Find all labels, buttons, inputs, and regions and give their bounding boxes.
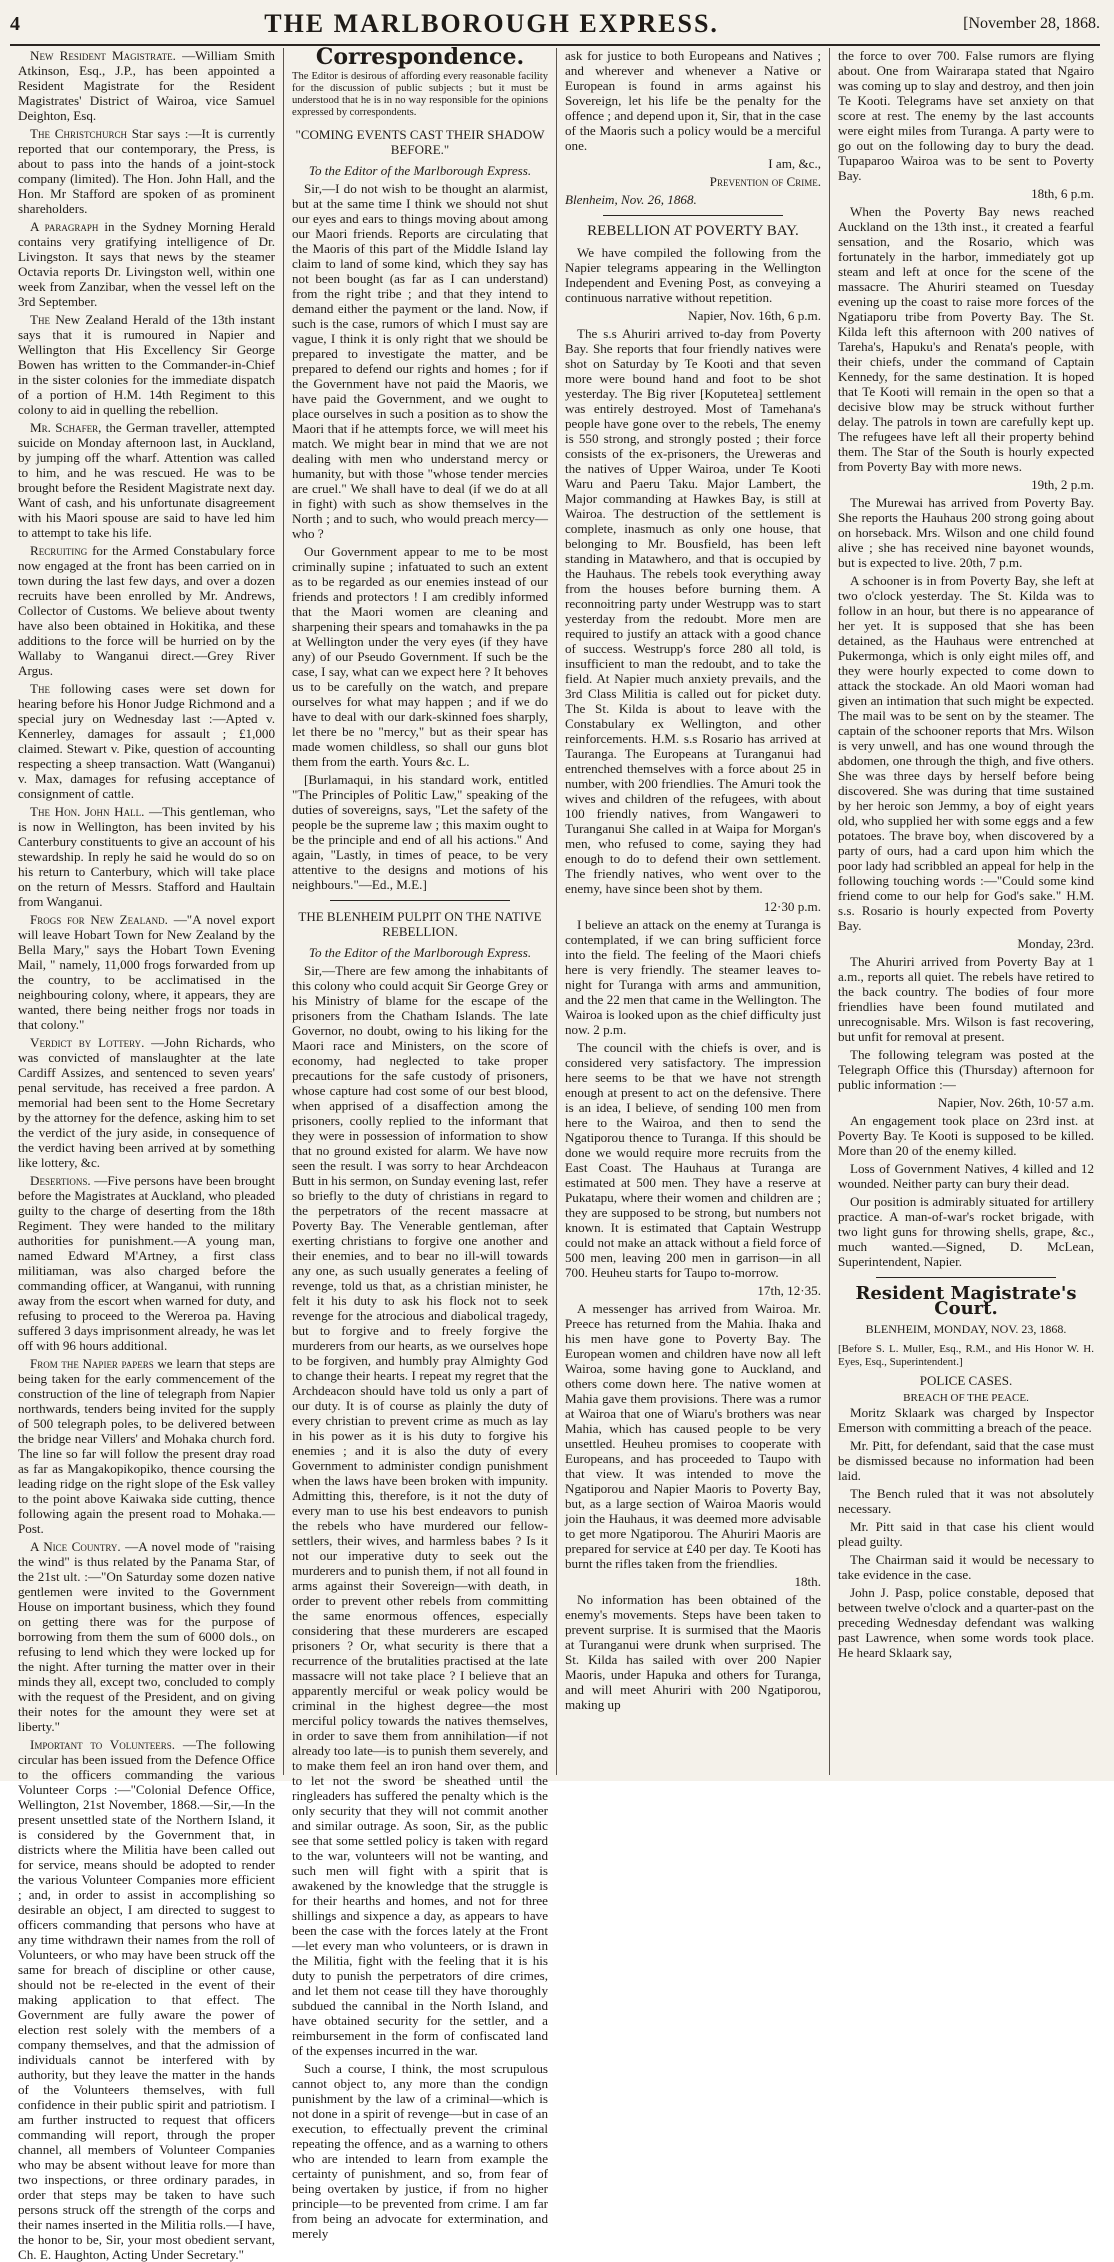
news-item-lead: A Nice Country.	[30, 1539, 121, 1554]
news-item	[18, 1356, 275, 1536]
news-item-text: New Zealand Herald of the 13th instant says that it is rumoured in Napier and Wellington that His Excellency Sir George Bowen has written to the Commander-in-Chief in the sister colonies for the immediate dispatch of a portion of H.M. 14th Regiment to this colony to aid in quelling the rebellion.	[18, 312, 275, 417]
news-item-lead: From the Napier papers	[30, 1356, 154, 1371]
news-item	[18, 420, 275, 540]
editor-note: The Editor is desirous of affording every reasonable facility for the discussion of public subjects ; but it must be understood that he is in no way responsible for the opinions expressed by correspondents.	[292, 71, 548, 118]
dispatch-dateline: 18th.	[794, 1574, 821, 1589]
news-item-lead: A paragraph	[30, 219, 99, 234]
news-item-text: we learn that steps are being taken for the early commencement of the construction of the line of telegraph from Napier northwards, tenders being invited for the supply of 500 telegraph poles, to be delivered between the bridge near Villers' and Mohaka church ford. The line so far will follow the present dray road as far as Mangakopikopiko, thence coursing the leading ridge on the right slope of the Esk valley to the point above Kaiwaka side cutting, thence following again the present road to Mohaka.—Post.	[18, 1356, 275, 1536]
news-item-text: —John Richards, who was convicted of manslaughter at the late Cardiff Assizes, and sentenced to seven years' penal servitude, has received a free pardon. A memorial had been sent to the Home Secretary by the attorney for the defence, asking him to set the verdict of the jury aside, in consequence of the verdict having been arrived at by something like lottery, &c.	[18, 1035, 275, 1170]
dispatch-paragraph: We have compiled the following from the Napier telegrams appearing in the Wellington Independent and Evening Post, as conveying a continuous narrative without repetition.	[565, 245, 821, 305]
news-item-lead: Desertions.	[30, 1173, 91, 1188]
letter1-paragraph: Our Government appear to me to be most criminally supine ; infatuated to such an extent as to be regarded as our enemies instead of our friends and protectors ! I am credibly informed that the Maori women are cleaning and sharpening their spears and tomahawks in the pa at Wellington under the very eyes (if they have any) of our Pseudo Government. If such be the case, I say, what can we expect here ? It behoves us to be carefully on the watch, and prepare ourselves for what may happen ; and if we do have to deal with our dark-skinned foes sharply, let there be no "mercy," but as their spear has made women childless, so shall our guns blot them from the earth. Yours &c. L.	[292, 544, 548, 769]
news-item-lead: The Christchurch	[30, 126, 127, 141]
news-item-text: Star says :—It is currently reported that our contemporary, the Press, is about to pass into the hands of a joint-stock company (limited). The Hon. John Hall, and the Hon. Mr Stafford are spoken of as prominent shareholders.	[18, 126, 275, 216]
dispatch-paragraph: When the Poverty Bay news reached Auckland on the 13th inst., it created a fearful sensation, and the Rosario, which was fortunately in the harbor, immediately got up steam and left at once for the scene of the massacre. The Ahuriri steamed on Tuesday evening up the coast to raise more forces of the Ngatiaporu tribe from Poverty Bay. The St. Kilda left this afternoon with 200 natives of Tareha's, Hapuku's and Renata's people, with their chiefs, under the command of Captain Kennedy, for the same destination. It is hoped that Te Kooti will remain in the open so that a decisive blow may be struck without further delay. The patrols in town are carefully kept up. The refugees have left all their property behind them. The Star of the South is hourly expected from Poverty Bay with more news.	[838, 204, 1094, 474]
dispatch-paragraph: The Murewai has arrived from Poverty Bay. She reports the Hauhaus 200 strong going about on horseback. Mrs. Wilson and one child found alive ; she has received nine bayonet wounds, but is expected to live. 20th, 7 p.m.	[838, 495, 1094, 570]
court-paragraph: The Bench ruled that it was not absolutely necessary.	[838, 1486, 1094, 1516]
dispatch-paragraph: No information has been obtained of the enemy's movements. Steps have been taken to prevent surprise. It is surmised that the Maoris at Turanganui were drunk when surprised. The St. Kilda has sailed with over 200 Napier Maoris, under Hapuka and others for Turanga, and will meet Ahuriri with 200 Ngatiporou, making up	[565, 1592, 821, 1712]
news-item-text: —The following circular has been issued from the Defence Office to the officers commanding the various Volunteer Corps :—"Colonial Defence Office, Wellington, 21st November, 1868.—Sir,—In the present unsettled state of the Northern Island, it is considered by the Government that, in districts where the Militia have been called out for service, means should be adopted to render the various Volunteer Companies more efficient ; and, in order to assist in accomplishing so desirable an object, I am directed to suggest to officers commanding that persons who have at any time withdrawn their names from the roll of Volunteers, or who may have been struck off the same for breach of discipline or other cause, should not be re-elected in the event of their making application to that effect. The Government are fully aware the power of election rest solely with the members of a company themselves, and that the admission of individuals cannot be interfered with by authority, but they leave the matter in the hands of the Volunteers themselves, with full confidence in their public spirit and patriotism. I am further instructed to request that officers commanding will report, through the proper channel, all members of Volunteer Companies who may be absent without leave for more than two inspections, or three ordinary parades, in order that steps may be taken to have such persons struck off the strength of the corps and their names inserted in the Militia rolls.—I have, the honor to be, Sir, your most obedient servant, Ch. E. Haughton, Acting Under Secretary."	[18, 1737, 275, 2262]
divider	[330, 900, 509, 901]
dateline: Blenheim, Nov. 26, 1868.	[565, 192, 697, 207]
news-item	[18, 1035, 275, 1170]
letter2-addressee: To the Editor of the Marlborough Express.	[308, 945, 532, 960]
news-item-text: the German traveller, attempted suicide on Monday afternoon last, in Auckland, by jumping off the wharf. Attention was called to him, and he was rescued. He was to be brought before the Resident Magistrate next day. Want of cash, and his unfortunate disagreement with his Maori spouse are said to have led him to attempt to take his life.	[18, 420, 275, 540]
news-item-lead: The Hon. John Hall.	[30, 804, 145, 819]
court-body	[838, 1405, 1094, 1660]
news-item	[18, 1737, 275, 2262]
letter1-body	[292, 181, 548, 892]
news-item	[18, 1173, 275, 1353]
court-paragraph: John J. Pasp, police constable, deposed that between twelve o'clock and a quarter-past on the preceding Wednesday defendant was walking past Lawrence, when some words took place. He heard Sklaark say,	[838, 1585, 1094, 1660]
news-item	[18, 1539, 275, 1734]
news-item	[18, 48, 275, 123]
signature: Prevention of Crime.	[709, 174, 821, 189]
dispatch-paragraph: The Ahuriri arrived from Poverty Bay at 1 a.m., reports all quiet. The rebels have retired to the back country. The bodies of four more friendlies have been found mutilated and unrecognisable. Mrs. Wilson is fast recovering, but unfit for removal at present.	[838, 954, 1094, 1044]
rebellion-heading: REBELLION AT POVERTY BAY.	[587, 223, 799, 239]
column-3	[556, 48, 829, 1775]
news-item-text: —A novel mode of "raising the wind" is thus related by the Panama Star, of the 21st ult. :—"On Saturday some dozen native gentlemen were invited to the Government House on important business, which they found on getting there was for the purpose of borrowing from them the sum of 6000 dols., on refusing to lend which they were locked up for the night. After turning the matter over in their minds they all, except two, concluded to comply with the request of the President, and on giving their notes for the amount they were set at liberty."	[18, 1539, 275, 1734]
news-item	[18, 219, 275, 309]
news-item-lead: Frogs for New Zealand.	[30, 912, 168, 927]
dispatch-dateline: 12·30 p.m.	[763, 899, 821, 914]
news-item-lead: The	[30, 312, 50, 327]
letter2-body	[292, 963, 548, 2241]
letter2-paragraph: Such a course, I think, the most scrupulous cannot object to, any more than the condign punishment by the law of a criminal—which is not done in a spirit of revenge—but in case of an execution, to effectually prevent the criminal repeating the offence, and as a warning to others who are intended to learn from example the certainty of punishment, and so, from fear of being overtaken by justice, if from no higher principle—to be prevented from crime. I am far from being an advocate for extermination, and merely	[292, 2061, 548, 2241]
letter2-paragraph: ask for justice to both Europeans and Natives ; and wherever and whenever a Native or European is found in arms against his Sovereign, let his life be the penalty for the offence ; and depend upon it, Sir, that in the case of the Maoris such a policy would be a merciful one.	[565, 48, 821, 153]
dispatch-paragraph: the force to over 700. False rumors are flying about. One from Wairarapa stated that Ngairo was coming up to slay and destroy, and then join Te Kooti. Telegrams have set anxiety on that score at rest. The enemy by the last accounts were eight miles from Turanga. A party were to go out on the following day to bury the dead. Tupaparoo Wairoa was to be sent to Poverty Bay.	[838, 48, 1094, 183]
news-item	[18, 543, 275, 678]
court-heading: Resident Magistrate's Court.	[855, 1283, 1077, 1319]
news-item-text: —Five persons have been brought before the Magistrates at Auckland, who pleaded guilty to the charge of deserting from the 18th Regiment. They were handed to the military authorities for punishment.—A young man, named Edward M'Artney, a first class militiaman, was also charged before the commanding officer, at Wanganui, with running away from the escort when warned for duty, and refusing to proceed to the Wereroa pa. Having suffered 3 days imprisonment already, he was let off with 96 hours additional.	[18, 1173, 276, 1353]
letter1-paragraph: Sir,—I do not wish to be thought an alarmist, but at the same time I think we should not shut our eyes and ears to things moving about among our Maori friends. Reports are circulating that the Maoris of this part of the Middle Island lay claim to land of some kind, which they say has not been bought (as far as I can understand) from the right tribe ; and that they intend to demand either the payment or the land. Now, if such is the case, rumors of which I must say are vague, I think it is only right that we should be prepared to investigate the matter, and be prepared to defend our rights and homes ; for if the Government have not paid the Maoris, we have paid the Government, and we ought to place ourselves in such a position as to show the Maori that if he attempts force, we will meet his match. We might bear in mind that we are not dealing with men who understand mercy or humanity, but with those "whose tender mercies are cruel." We shall have to deal (if we do at all in fight) with such as show themselves in the North ; and to such, who would preach mercy—who ?	[292, 181, 548, 541]
news-item-lead: Recruiting	[30, 543, 88, 558]
news-item-text: —William Smith Atkinson, Esq., J.P., has been appointed a Resident Magistrate for the Resident Magistrates' District of Wairoa, vice Samuel Deighton, Esq.	[18, 48, 275, 123]
dispatch-paragraph: An engagement took place on 23rd inst. at Poverty Bay. Te Kooti is supposed to be killed. More than 20 of the enemy killed.	[838, 1113, 1094, 1158]
news-item	[18, 312, 275, 417]
dispatch-paragraph: The s.s Ahuriri arrived to-day from Poverty Bay. She reports that four friendly natives were shot on Saturday by Te Kooti and that seven more were bound hand and foot to be shot yesterday. The Big river [Koputetea] settlement was entirely destroyed. Most of Tamehana's people have gone over to the rebels, The enemy is 550 strong, and strongly posted ; their force consists of the ex-prisoners, the Ureweras and the natives of Upper Wairoa, under Te Kooti Waru and Paeru Taku. Major Lambert, the Major commanding at Hawkes Bay, is still at Wairoa. The destruction of the settlement is complete, inasmuch as only one house, that belonging to Mr. Bousfield, has been left standing in Matawhero, and that is occupied by the Hauhaus. The rebels took everything away from the houses before burning them. A reconnoitring party under Westrupp was to start yesterday from the redoubt. More men are required to justify an attack with a good chance of success. Westrupp's force 280 all told, is insufficient to man the redoubt, and to take the field. At Napier much anxiety prevails, and the 3rd Class Militia is called out for picket duty. The St. Kilda is about to leave with the Constabulary ex Wellington, and other reinforcements. H.M. s.s Rosario has arrived at Tauranga. The Europeans at Turanganui had entrenched themselves with a force about 25 in number, with 200 friendlies. The Amuri took the wives and children of the refugees, with about 100 friendly natives, from Wangaweri to Turanganui She called in at Waipa for Morgan's men, who refused to come, saying they had enough to do to defend their own settlement. The friendly natives, who went over to the enemy, have since been shot by them.	[565, 326, 821, 896]
news-item	[18, 912, 275, 1032]
column-4	[829, 48, 1102, 1775]
dispatch-dateline: Napier, Nov. 26th, 10·57 a.m.	[937, 1095, 1094, 1110]
news-item-text: for the Armed Constabulary force now engaged at the front has been carried on in town during the last few days, and over a dozen recruits have been enrolled by Mr. Andrews, Collector of Customs. We believe about twenty have also been obtained in Hokitika, and these additions to the force will be hurried on by the Wallaby to Wanganui direct.—Grey River Argus.	[18, 543, 275, 678]
dispatch-dateline: 18th, 6 p.m.	[1031, 186, 1094, 201]
news-item	[18, 126, 275, 216]
news-item-text: following cases were set down for hearing before his Honor Judge Richmond and a special jury on Wednesday last :—Apted v. Kennerley, damages for assault ; £1,000 claimed. Stewart v. Pike, question of accounting respecting a sheep transaction. Watt (Wanganui) v. Max, damages for refusing acceptance of consignment of cattle.	[18, 681, 275, 801]
dispatch-dateline: 17th, 12·35.	[757, 1283, 821, 1298]
newspaper-title: THE MARLBOROUGH EXPRESS.	[264, 9, 719, 38]
news-item-text: in the Sydney Morning Herald contains very gratifying intelligence of Dr. Livingston. It says that news by the steamer Octavia reports Dr. Livingston well, within one week from Zanzibar, when the vessel left on the 3rd September.	[18, 219, 276, 309]
letter1-title: "COMING EVENTS CAST THEIR SHADOW BEFORE."	[295, 127, 545, 157]
dispatch-paragraph: A schooner is in from Poverty Bay, she left at two o'clock yesterday. The St. Kilda was to follow in an hour, but there is no appearance of her yet. It is supposed that she has been detained, as the Hauhaus were entrenched at Pukermonga, which is only eight miles off, and they were hourly expected to come down to attack the stockade. An old Maori woman had given an intimation that such might be expected. The mail was to be sent on by the steamer. The captain of the schooner reports that Mrs. Wilson is very unwell, and has one wound through the abdomen, one through the thigh, and five others. She was three days by herself before being discovered. She was during that time sustained by her heroic son Jemmy, a boy of eight years old, who supplied her with some eggs and a few potatoes. The brave boy, when discovered by a party of ours, had a card upon him which the poor lady had scribbled an appeal for help in the following touching words :—"Could some kind friend come to our help for God's sake." H.M. s.s. Rosario is hourly expected from Poverty Bay.	[838, 573, 1094, 933]
breach-heading: BREACH OF THE PEACE.	[903, 1392, 1029, 1404]
court-paragraph: Moritz Sklaark was charged by Inspector Emerson with committing a breach of the peace.	[838, 1405, 1094, 1435]
column-1	[10, 48, 283, 2262]
issue-date: [November 28, 1868.	[963, 15, 1100, 32]
news-item-lead: The	[30, 681, 50, 696]
letter1-paragraph: [Burlamaqui, in his standard work, entitled "The Principles of Politic Law," speaking of the duties of sovereigns, says, "Let the safety of the people be the supreme law ; this maxim ought to be the principle and end of all his actions." And again, "Lastly, in times of peace, to be very attentive to the designs and motions of his neighbours."—Ed., M.E.]	[292, 772, 548, 892]
news-item-text: —This gentleman, who is now in Wellington, has been invited by his Canterbury constituents to give an account of his stewardship. In reply he said he would do so on his return to Canterbury, which will take place on the return of Messrs. Stafford and Haultain from Wanganui.	[18, 804, 275, 909]
court-paragraph: Mr. Pitt said in that case his client would plead guilty.	[838, 1519, 1094, 1549]
court-paragraph: Mr. Pitt, for defendant, said that the case must be dismissed because no information had been laid.	[838, 1438, 1094, 1483]
dispatch-paragraph: Our position is admirably situated for artillery practice. A man-of-war's rocket brigade, with two light guns for throwing shells, grape, &c., much wanted.—Signed, D. McLean, Superintendent, Napier.	[838, 1194, 1094, 1269]
news-item-lead: Important to Volunteers.	[30, 1737, 176, 1752]
divider	[876, 1277, 1055, 1278]
dispatch-paragraph: Loss of Government Natives, 4 killed and 12 wounded. Neither party can bury their dead.	[838, 1161, 1094, 1191]
court-dateline: BLENHEIM, MONDAY, NOV. 23, 1868.	[865, 1322, 1067, 1336]
dispatch-paragraph: The following telegram was posted at the Telegraph Office this (Thursday) afternoon for public information :—	[838, 1047, 1094, 1092]
news-item-lead: New Resident Magistrate.	[30, 48, 176, 63]
dispatch-dateline: 19th, 2 p.m.	[1031, 477, 1094, 492]
dispatch-paragraph: I believe an attack on the enemy at Turanga is contemplated, if we can bring sufficient force into the field. The feeling of the Maori chiefs here is very friendly. The steamer leaves to-night for Turanga with arms and ammunition, and the 22 men that came in the Wellington. The Wairoa is looked upon as the chief difficulty just now. 2 p.m.	[565, 917, 821, 1037]
rebellion-continuation	[838, 48, 1094, 1269]
court-paragraph: The Chairman said it would be necessary to take evidence in the case.	[838, 1552, 1094, 1582]
masthead	[10, 4, 1100, 46]
letter2-title: THE BLENHEIM PULPIT ON THE NATIVE REBELLION.	[298, 909, 542, 939]
letter2-continuation	[565, 48, 821, 153]
rebellion-body	[565, 245, 821, 1712]
dispatch-paragraph: A messenger has arrived from Wairoa. Mr. Preece has returned from the Mahia. Ihaka and his men have gone to Poverty Bay. The European women and children have now all left Wairoa, some having gone to Auckland, and others come down here. The native women at Mahia gave them provisions. There was a rumor at Wairoa that one of Wiaru's brothers was near Mahia, which has caused people to be very unsettled. Heuheu promises to cooperate with Europeans, and has proceeded to Taupo with that view. It was intended to move the Ngatiporou and Napier Maoris to Poverty Bay, but, as a large section of Wairoa Maoris would join the Hauhaus, it was deemed more advisable to get more Ngatiporou. The Ahuriri Maoris are prepared for service at £40 per day. Te Kooti has burnt the rifles taken from the friendlies.	[565, 1301, 821, 1571]
sign-off: I am, &c.,	[768, 156, 821, 171]
column-2	[283, 44, 556, 2241]
letter2-paragraph: Sir,—There are few among the inhabitants of this colony who could acquit Sir George Grey or his Ministry of blame for the escape of the prisoners from the Chatham Islands. The late Governor, no doubt, owing to his liking for the Maori race and Ministers, on the score of economy, had neglected to take proper precautions for the safe custody of prisoners, whose capture had cost some of our best blood, when apprised of a disaffection among the prisoners, coolly replied to the informant that they were in possession of information to show that no ground existed for alarm. We have now seen the result. I was sorry to hear Archdeacon Butt in his sermon, on Sunday evening last, refer so briefly to the duty of christians in regard to the perpetrators of the recent massacre at Poverty Bay. The Venerable gentleman, after exerting christians to forgive one another and their enemies, and to bear no ill-will towards any one, as such usually generates a feeling of revenge, told us that, as a christian minister, he felt it his duty to ask his flock not to seek revenge for the atrocious and diabolical tragedy, but to forgive and to freely forgive the murderers from our hearts, as we ourselves hope to be forgiven, and humbly pray Almighty God to change their hearts. I repeat my regret that the Archdeacon should have told us only a part of our duty. It is of course as plainly the duty of every christian to prevent crime as much as lay in his power as it is his duty to forgive his enemies ; and it is also the duty of every Government to administer condign punishment when the laws have been broken with impunity. Admitting this, therefore, is it not the duty of every man to use his best endeavors to punish the rebels who have murdered our fellow-settlers, their wives, and harmless babes ? Is it not our imperative duty to seek out the murderers and to punish them, if not all found in arms against their Sovereign—with death, in order to prevent other rebels from committing the same enormous offences, especially considering that these murderers are escaped prisoners ? Or, what security is there that a recurrence of the brutalities practised at the late massacre will not take place ? I believe that an apparently merciful or weak policy would be criminal in the highest degree—the most merciful policy towards the natives themselves, in order to save them from annihilation—if not already too late—is to punish them severely, and to make them feel an iron hand over them, and to let not the sword be sheathed until the ringleaders has suffered the penalty which is the only security that they will not commit another and similar outrage. As soon, Sir, as the public see that some settled policy is taken with regard to the war, volunteers will not be wanting, and such men will fight with a spirit that is awakened by the knowledge that the struggle is for their hearths and homes, and not for three shillings and sixpence a day, as appears to have been the case with the forces lately at the Front—let every man who volunteers, or is drawn in the Militia, fight with the feeling that it is his duty to punish the perpetrators of dire crimes, and let them not cease till they have thoroughly subdued the cannibal in the North Island, and have obtained security for the settler, and a reimbursement in the form of confiscated land of the expenses incurred in the war.	[292, 963, 549, 2058]
news-item	[18, 804, 275, 909]
news-item-lead: Mr. Schafer,	[30, 420, 102, 435]
police-heading: POLICE CASES.	[919, 1373, 1013, 1388]
columns	[10, 44, 1104, 2262]
news-item-lead: Verdict by Lottery.	[30, 1035, 145, 1050]
dispatch-dateline: Napier, Nov. 16th, 6 p.m.	[688, 308, 821, 323]
news-item-text: —"A novel export will leave Hobart Town for New Zealand by the Bella Mary," says the Hobart Town Evening Mail, " namely, 11,000 frogs forwarded from up the country, to be acclimatised in the neighbouring colony, where, it appears, they are wanted, there being neither frogs nor toads in that colony."	[18, 912, 275, 1032]
dispatch-paragraph: The council with the chiefs is over, and is considered very satisfactory. The impression here seems to be that we have not strength enough at present to act on the defensive. There is an idea, I believe, of sending 100 men from here to the Wairoa, and then to send the Ngatiporou thence to Turanga. If this should be done we would require more recruits from the East Coast. The Hauhaus at Turanga are estimated at 500 men. They have a reserve at Pukatapu, where their women and children are ; they are supposed to be strong, but numbers not known. It is estimated that Captain Westrupp could not make an attack without a field force of 500 men, leaving 200 men in garrison—in all 700. Heuheu starts for Taupo to-morrow.	[565, 1040, 821, 1280]
court-before: [Before S. L. Muller, Esq., R.M., and His Honor W. H. Eyes, Esq., Superintendent.]	[838, 1343, 1094, 1368]
dispatch-dateline: Monday, 23rd.	[1017, 936, 1094, 951]
letter1-addressee: To the Editor of the Marlborough Express.	[308, 163, 532, 178]
page-number: 4	[10, 12, 20, 35]
divider	[603, 215, 782, 216]
correspondence-heading: Correspondence.	[315, 44, 525, 70]
news-item	[18, 681, 275, 801]
